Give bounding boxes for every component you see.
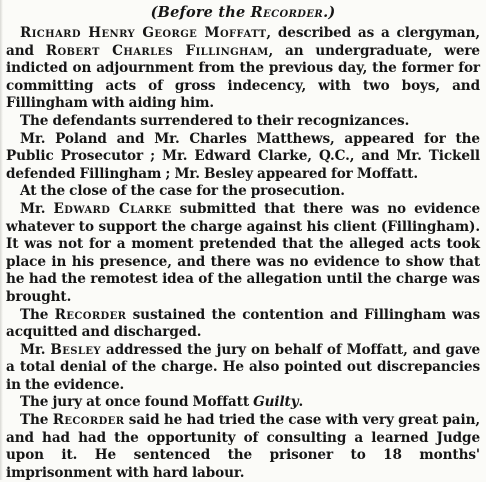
defendant-name-fillingham: Robert Charles Fillingham xyxy=(45,42,269,59)
paper-edge-shadow xyxy=(0,0,3,480)
verdict-word: Guilty xyxy=(253,394,299,411)
paragraph-counsel: Mr. Poland and Mr. Charles Matthews, appeared for the Public Prosecutor ; Mr. Edward Clarke, Q.C., and Mr. Tickell defended Fillingham ; Mr. Besley appeared for Moffatt. xyxy=(6,130,480,182)
speaker-name: Besley xyxy=(50,341,101,358)
paragraph-acquittal: The Recorder sustained the contention and Fillingham was acquitted and discharged. xyxy=(6,306,480,341)
defendant-name-moffatt: Richard Henry George Moffatt xyxy=(20,25,267,41)
paragraph-close-of-case: At the close of the case for the prosecution. xyxy=(20,183,345,200)
paragraph-clarke-submission: Mr. Edward Clarke submitted that there was no evidence whatever to support the charge against his client (Fillingham). It was not for a moment pretended that the alleged acts took place in his presence, and there was no evidence to show that he had the remotest idea of the allegation until the charge was brought. xyxy=(6,200,480,305)
heading-open: (Before the xyxy=(150,4,251,21)
heading-recorder: Recorder xyxy=(250,4,324,21)
paragraph-sentence: The Recorder said he had tried the case with very great pain, and had had the opportunity of consulting a learned Judge upon it. He sentenced the prisoner to 18 months' imprisonment with hard labour. xyxy=(6,412,480,481)
speaker-name: Recorder xyxy=(52,412,125,429)
paragraph-surrender: The defendants surrendered to their recognizances. xyxy=(20,112,410,129)
speaker-name: Edward Clarke xyxy=(53,200,172,217)
paragraph-verdict: The jury at once found Moffatt Guilty. xyxy=(20,394,304,411)
speaker-name: Recorder xyxy=(54,306,127,323)
paragraph-besley-address: Mr. Besley addressed the jury on behalf of Moffatt, and gave a total denial of the charge. He also pointed out discrepancies in the evidence. xyxy=(6,341,481,393)
heading-close: .) xyxy=(323,4,336,21)
paragraph-indictment: Richard Henry George Moffatt, described as a clergyman, and Robert Charles Fillingham, an undergraduate, were indicted on adjournment from the previous day, the former for committing acts of gross indecency, with two boys, and Fillingham with aiding him. xyxy=(6,25,481,112)
court-heading xyxy=(6,3,480,23)
